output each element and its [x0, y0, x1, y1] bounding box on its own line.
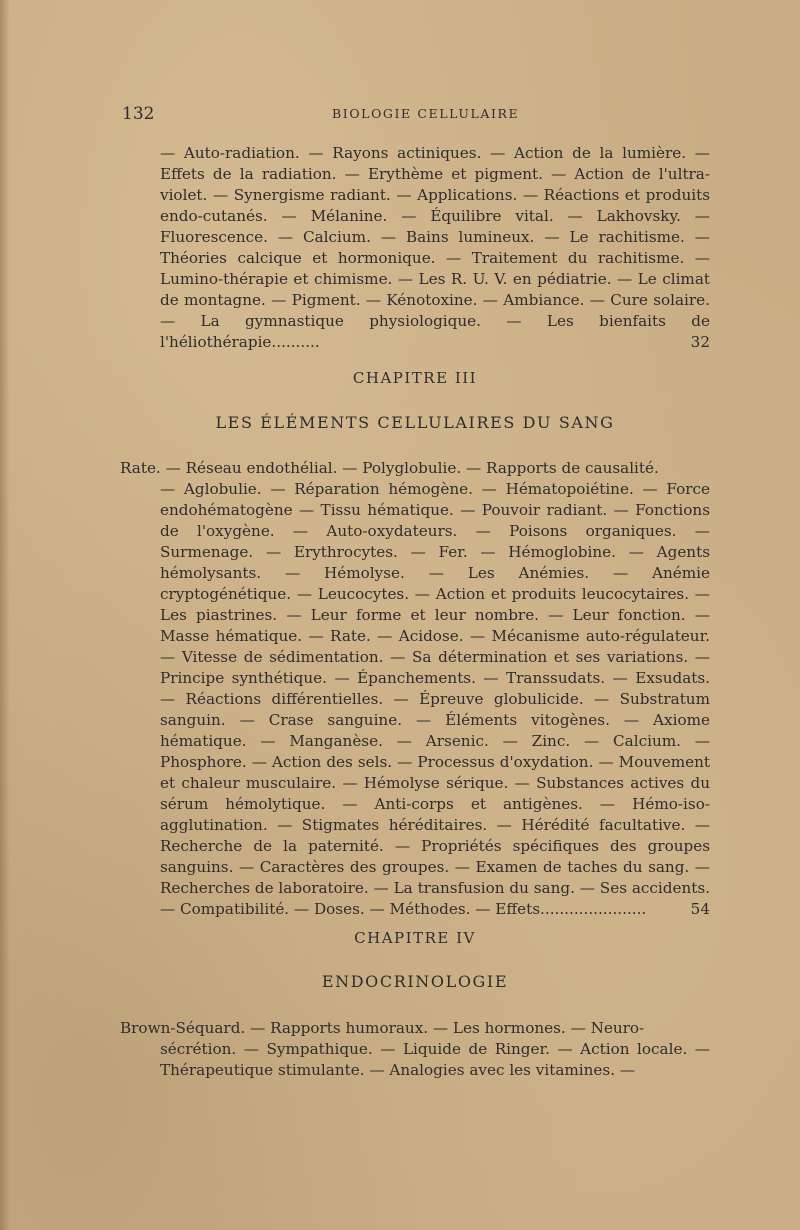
toc-entry-lead: Brown-Séquard. — Rapports humoraux. — Les hormones. — Neuro-	[120, 1019, 645, 1037]
toc-entry-page: 54	[690, 900, 710, 918]
toc-entry-text	[160, 479, 710, 920]
page-number: 132	[122, 104, 155, 124]
chapter-4-title: ENDOCRINOLOGIE	[321, 972, 509, 991]
running-head	[122, 104, 712, 124]
chapter-3-label: CHAPITRE III	[352, 369, 478, 387]
toc-entry-page: 32	[690, 333, 710, 351]
toc-entry-chapter-3	[120, 458, 710, 920]
toc-entry-topics: — Auto-radiation. — Rayons actiniques. — Action de la lumière. — Effets de la radiation. — Erythème et pigment. — Action de l'ultra-violet. — Synergisme radiant. — Applications. — Réactions et produits endo-cutanés. — Mélanine. — Équilibre vital. — Lakhovsky. — Fluorescence. — Calcium. — Bains lumineux. — Le rachitisme. — Théories calcique et hormonique. — Traitement du rachitisme. — Lumino-thérapie et chimisme. — Les R. U. V. en pédiatrie. — Le climat de montagne. — Pigment. — Kénotoxine. — Ambiance. — Cure solaire. — La gymnastique physiologique. — Les bienfaits de l'héliothérapie..........	[160, 144, 710, 351]
toc-entry-chapter-4	[120, 1018, 710, 1081]
toc-entry-chapter-2	[120, 143, 710, 353]
toc-entry-topics: — Aglobulie. — Réparation hémogène. — Hématopoiétine. — Force endohématogène — Tissu hématique. — Pouvoir radiant. — Fonctions de l'oxygène. — Auto-oxydateurs. — Poisons organiques. — Surmenage. — Erythrocytes. — Fer. — Hémoglobine. — Agents hémolysants. — Hémolyse. — Les Anémies. — Anémie cryptogénétique. — Leucocytes. — Action et produits leucocytaires. — Les piastrines. — Leur forme et leur nombre. — Leur fonction. — Masse hématique. — Rate. — Acidose. — Mécanisme auto-régulateur. — Vitesse de sédimentation. — Sa détermination et ses variations. — Principe synthétique. — Épanchements. — Transsudats. — Exsudats. — Réactions différentielles. — Épreuve globulicide. — Substratum sanguin. — Crase sanguine. — Éléments vitogènes. — Axiome hématique. — Manganèse. — Arsenic. — Zinc. — Calcium. — Phosphore. — Action des sels. — Processus d'oxydation. — Mouvement et chaleur musculaire. — Hémolyse sérique. — Substances actives du sérum hémolytique. — Anti-corps et antigènes. — Hémo-iso-agglutination. — Stigmates héréditaires. — Hérédité facultative. — Recherche de la paternité. — Propriétés spécifiques des groupes sanguins. — Caractères des groupes. — Examen de taches du sang. — Recherches de laboratoire. — La transfusion du sang. — Ses accidents. — Compatibilité. — Doses. — Méthodes. — Effets......................	[160, 480, 710, 918]
page-binding-shadow	[0, 0, 10, 1230]
running-title: BIOLOGIE CELLULAIRE	[332, 106, 520, 121]
toc-entry-topics: sécrétion. — Sympathique. — Liquide de Ringer. — Action locale. — Thérapeutique stimulante. — Analogies avec les vitamines. —	[160, 1040, 710, 1079]
toc-entry-text	[160, 143, 710, 353]
chapter-3-title: LES ÉLÉMENTS CELLULAIRES DU SANG	[215, 413, 615, 432]
toc-entry-lead: Rate. — Réseau endothélial. — Polyglobulie. — Rapports de causalité.	[120, 459, 659, 477]
toc-entry-text	[160, 1039, 710, 1081]
chapter-4-label: CHAPITRE IV	[354, 929, 476, 947]
